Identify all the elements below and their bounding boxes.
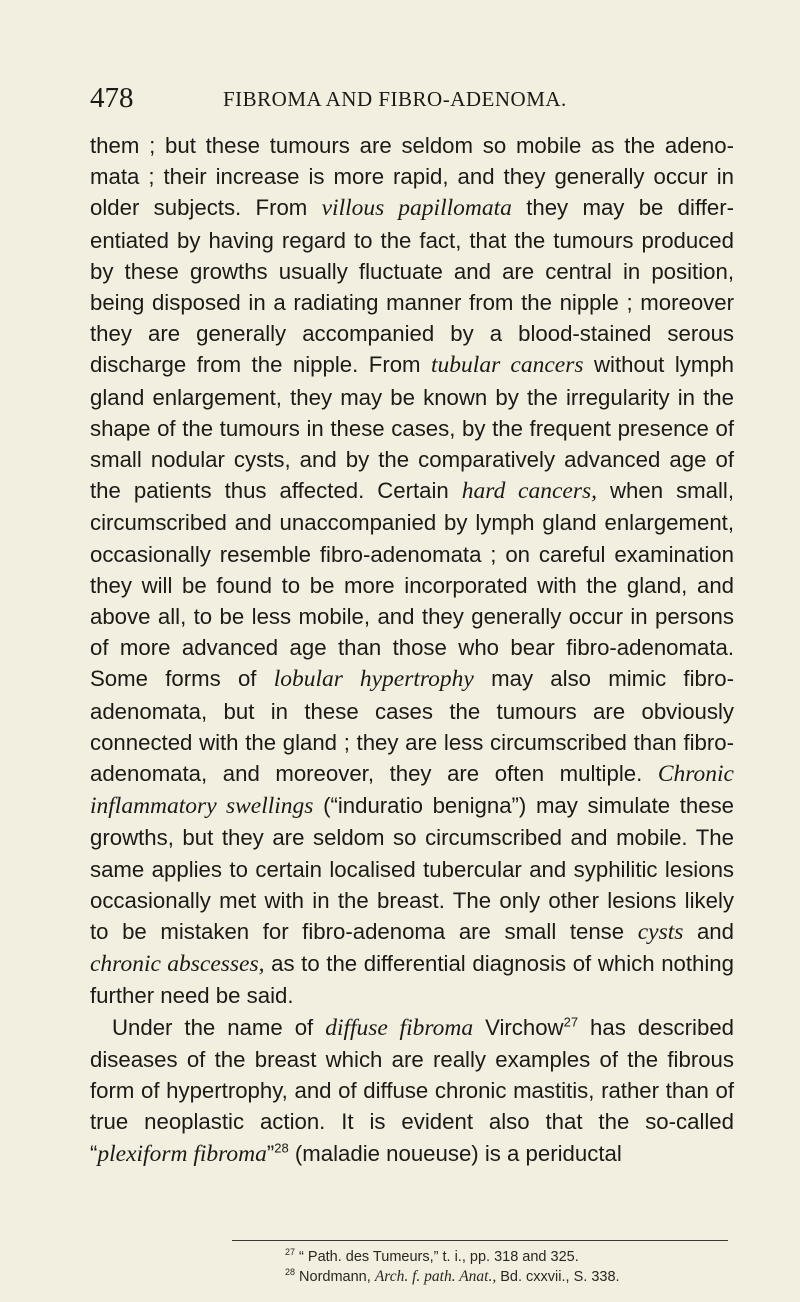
italic-term: cysts	[637, 919, 684, 946]
text-run: (maladie noueuse) is a periductal	[288, 1140, 622, 1166]
page-header	[90, 84, 730, 112]
page-number: 478	[90, 82, 134, 114]
footnote-ref[interactable]: 28	[274, 1140, 289, 1156]
text-run: they may be differentiated by having regard to the fact, that the tumours produced by these growths usually fluctuate and are central in position, being disposed in a radiating manner from the nipple ; moreover they are generally accompanied by a blood-stained serous discharge from the nipple. From	[90, 195, 734, 378]
footnote-text: Bd. cxxvii., S. 338.	[496, 1269, 620, 1285]
footnote	[285, 1267, 745, 1287]
text-run: ”	[266, 1140, 275, 1166]
italic-term: tubular cancers	[431, 352, 584, 379]
footnote-number: 27	[285, 1247, 296, 1258]
italic-term: diffuse fibroma	[325, 1014, 474, 1041]
footnote-number: 28	[285, 1267, 296, 1278]
body-text	[90, 130, 734, 1170]
running-title: FIBROMA AND FIBRO-ADENOMA.	[223, 87, 567, 111]
italic-term: chronic abscesses,	[90, 951, 265, 978]
footnotes	[285, 1248, 745, 1287]
text-run: (“induratio benigna”) may simulate these growths, but they are seldom so circumscribed and mobile. The same applies to certain localised tubercular and syphilitic lesions occasionally met with in the breast. The only other lesions likely to be mistaken for fibro-adenoma are small tense	[90, 793, 734, 945]
text-run: when small, circumscribed and unaccompanied by lymph gland enlargement, occasionally resemble fibro-adenomata ; on careful examination they will be found to be more incorporated with the gland, and above all, to be less mobile, and they generally occur in persons of more advanced age than those who bear fibro-adenomata. Some forms of	[90, 478, 735, 692]
text-run: Under the name of	[112, 1014, 326, 1040]
footnote	[285, 1248, 745, 1267]
text-run: without lymph gland enlargement, they may be known by the irregularity in the shape of the tumours in these cases, by the frequent presence of small nodular cysts, and by the comparatively advanced age of the patients thus affected. Certain	[90, 352, 734, 504]
paragraph	[90, 1012, 734, 1170]
italic-term: hard cancers,	[461, 478, 597, 505]
footnote-text: Nordmann,	[295, 1269, 375, 1285]
text-run: has described diseases of the breast which are really examples of the fibrous form of hypertrophy, and of diffuse chronic mastitis, rather than of true neoplastic action. It is evident also that the so-called “	[90, 1014, 734, 1166]
italic-term: plexiform fibroma	[97, 1140, 267, 1167]
footnote-divider	[232, 1240, 728, 1241]
footnote-ref[interactable]: 27	[563, 1014, 579, 1030]
text-run: may also mimic fibro-adenomata, but in these cases the tumours are obviously connected with the gland ; they are less circumscribed than fibro-adenomata, and moreover, they are often multiple.	[90, 666, 734, 787]
footnote-italic: Arch. f. path. Anat.,	[374, 1268, 497, 1285]
text-run: Virchow	[473, 1014, 564, 1040]
italic-term: villous papillomata	[321, 195, 512, 222]
footnote-text: “ Path. des Tumeurs,” t. i., pp. 318 and 325.	[295, 1249, 579, 1265]
italic-term: lobular hypertrophy	[273, 666, 474, 693]
italic-term: Chronic inflammatory swellings	[90, 761, 734, 820]
text-run: as to the differential diagnosis of which nothing further need be said.	[90, 951, 734, 1009]
text-run: them ; but these tumours are seldom so mobile as the adenomata ; their increase is more rapid, and they generally occur in older subjects. From	[90, 133, 734, 221]
paragraph	[90, 130, 734, 1012]
text-run: and	[683, 919, 734, 945]
